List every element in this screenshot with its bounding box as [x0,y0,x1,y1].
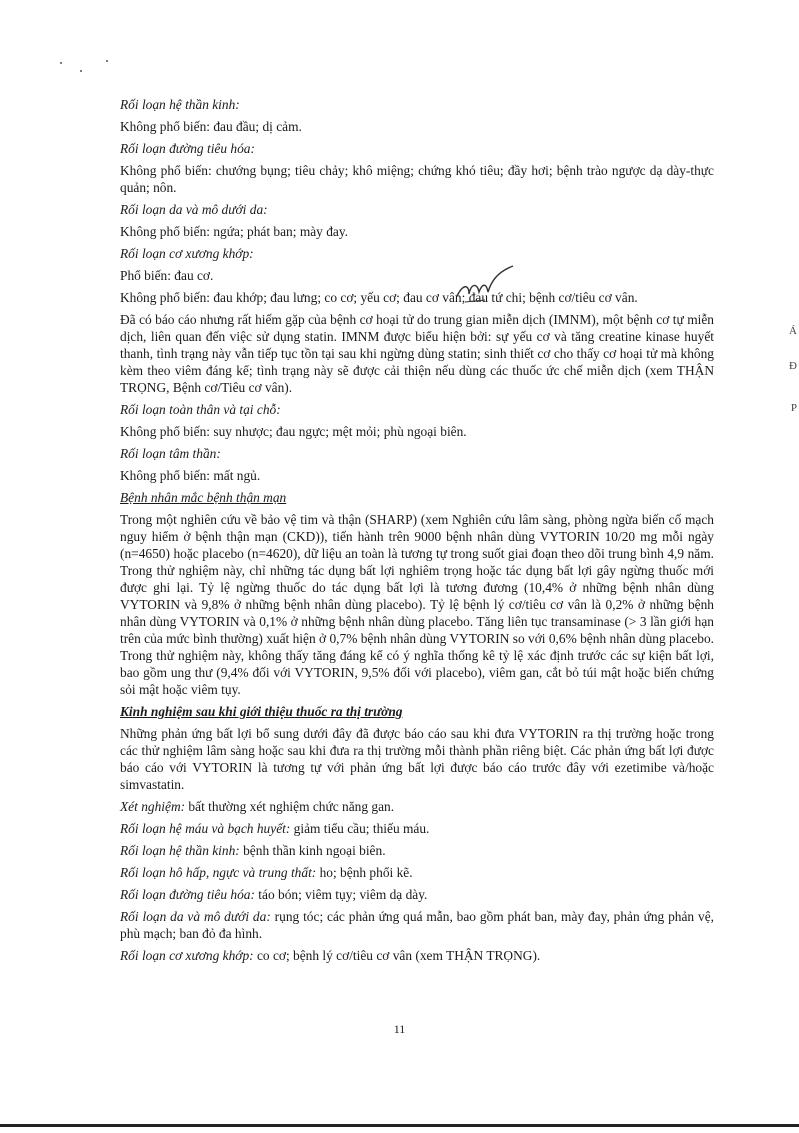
section-heading: Rối loạn toàn thân và tại chỗ: [120,402,281,417]
paragraph: Không phổ biến: mất ngủ. [120,468,261,483]
adverse-reaction-item [120,820,714,837]
paragraph: Không phổ biến: suy nhược; đau ngực; mệt mỏi; phù ngoại biên. [120,424,467,439]
adverse-reaction-item [120,798,714,815]
paragraph: Không phổ biến: ngứa; phát ban; mày đay. [120,224,349,239]
item-text: giảm tiểu cầu; thiếu máu. [290,821,430,836]
paragraph: Trong một nghiên cứu về bảo vệ tim và thận (SHARP) (xem Nghiên cứu lâm sàng, phòng ngừa biến cố mạch nguy hiểm ở bệnh thận mạn (CKD)), tiến hành trên 9000 bệnh nhân dùng VYTORIN 10/20 mg mỗi ngày (n=4650) hoặc placebo (n=4620), dữ liệu an toàn là tương tự trong suốt giai đoạn theo dõi trung bình 4,9 năm. Trong thử nghiệm này, chỉ những tác dụng bất lợi nghiêm trọng hoặc tác dụng bất lợi gây ngừng thuốc mới được ghi lại. Tỷ lệ ngừng thuốc do tác dụng bất lợi là tương đương (10,4% ở những bệnh nhân dùng VYTORIN và 9,8% ở những bệnh nhân dùng placebo). Tỷ lệ bệnh lý cơ/tiêu cơ vân là 0,2% ở những bệnh nhân dùng VYTORIN và 0,1% ở những bệnh nhân dùng placebo. Tăng liên tục transaminase (> 3 lần giới hạn trên của mức bình thường) xuất hiện ở 0,7% bệnh nhân dùng VYTORIN so với 0,6% bệnh nhân dùng placebo. Trong thử nghiệm này, không thấy tăng đáng kể có ý nghĩa thống kê tỷ lệ xác định trước các sự kiện bất lợi, bao gồm ung thư (9,4% đối với VYTORIN, 9,5% đối với placebo), viêm gan, cắt bỏ túi mật hoặc biến chứng sỏi mật hoặc viêm tụy. [120,512,714,697]
item-label: Rối loạn da và mô dưới da: [120,909,271,924]
item-label: Rối loạn hệ thần kinh: [120,843,240,858]
paragraph: Không phổ biến: đau khớp; đau lưng; co cơ; yếu cơ; đau cơ vân; đau tứ chi; bệnh cơ/tiêu cơ vân. [120,290,638,305]
scan-speck [60,62,62,64]
edge-mark: Đ [789,360,797,372]
scan-bottom-edge [0,1124,799,1127]
item-text: co cơ; bệnh lý cơ/tiêu cơ vân (xem THẬN TRỌNG). [253,948,541,963]
item-label: Xét nghiệm: [120,799,186,814]
paragraph: Những phản ứng bất lợi bổ sung dưới đây đã được báo cáo sau khi đưa VYTORIN ra thị trường hoặc trong các thử nghiệm lâm sàng hoặc sau khi đưa ra thị trường mỗi thành phần riêng biệt. Các phản ứng bất lợi được báo cáo với VYTORIN là tương tự với phản ứng bất lợi được báo cáo trước đây với ezetimibe và/hoặc simvastatin. [120,726,714,792]
adverse-reaction-item [120,864,714,881]
section-heading: Rối loạn tâm thần: [120,446,221,461]
section-heading: Rối loạn đường tiêu hóa: [120,141,255,156]
edge-mark: P [790,402,797,414]
item-text: bất thường xét nghiệm chức năng gan. [185,799,395,814]
document-body [120,96,714,969]
adverse-reaction-item [120,842,714,859]
section-heading: Rối loạn cơ xương khớp: [120,246,254,261]
paragraph: Không phổ biến: chướng bụng; tiêu chảy; khô miệng; chứng khó tiêu; đầy hơi; bệnh trào ngược dạ dày-thực quản; nôn. [120,163,714,195]
section-heading: Rối loạn hệ thần kinh: [120,97,240,112]
edge-mark: Á [789,325,797,337]
item-label: Rối loạn đường tiêu hóa: [120,887,255,902]
item-text: bệnh thần kinh ngoại biên. [239,843,386,858]
section-heading: Rối loạn da và mô dưới da: [120,202,268,217]
item-label: Rối loạn cơ xương khớp: [120,948,254,963]
section-heading: Bệnh nhân mắc bệnh thận mạn [120,490,287,505]
adverse-reaction-item [120,886,714,903]
paragraph: Phổ biến: đau cơ. [120,268,214,283]
paragraph: Không phổ biến: đau đầu; dị cảm. [120,119,302,134]
paragraph: Đã có báo cáo nhưng rất hiếm gặp của bệnh cơ hoại tử do trung gian miễn dịch (IMNM), một bệnh cơ tự miễn dịch, liên quan đến việc sử dụng statin. IMNM được biểu hiện bởi: sự yếu cơ và tăng creatine kinase huyết thanh, tình trạng này vẫn tiếp tục tồn tại sau khi ngừng dùng statin; sinh thiết cơ cho thấy cơ hoại tử mà không kèm theo viêm đáng kể; tình trạng này sẽ được cải thiện nếu dùng các thuốc ức chế miễn dịch (xem THẬN TRỌNG, Bệnh cơ/Tiêu cơ vân). [120,312,714,395]
handwritten-initials [455,262,515,308]
item-label: Rối loạn hệ máu và bạch huyết: [120,821,291,836]
adverse-reaction-item [120,947,714,964]
scan-speck [80,70,82,72]
item-label: Rối loạn hô hấp, ngực và trung thất: [120,865,317,880]
item-text: rụng tóc; các phản ứng quá mẫn, bao gồm phát ban, mày đay, phản ứng phản vệ, phù mạch; ban đỏ đa hình. [120,909,714,941]
scan-speck [106,60,108,62]
item-text: ho; bệnh phổi kẽ. [316,865,413,880]
page-number: 11 [393,1022,406,1036]
item-text: táo bón; viêm tụy; viêm dạ dày. [254,887,428,902]
adverse-reaction-item [120,908,714,942]
subsection-title: Kinh nghiệm sau khi giới thiệu thuốc ra thị trường [120,704,403,719]
